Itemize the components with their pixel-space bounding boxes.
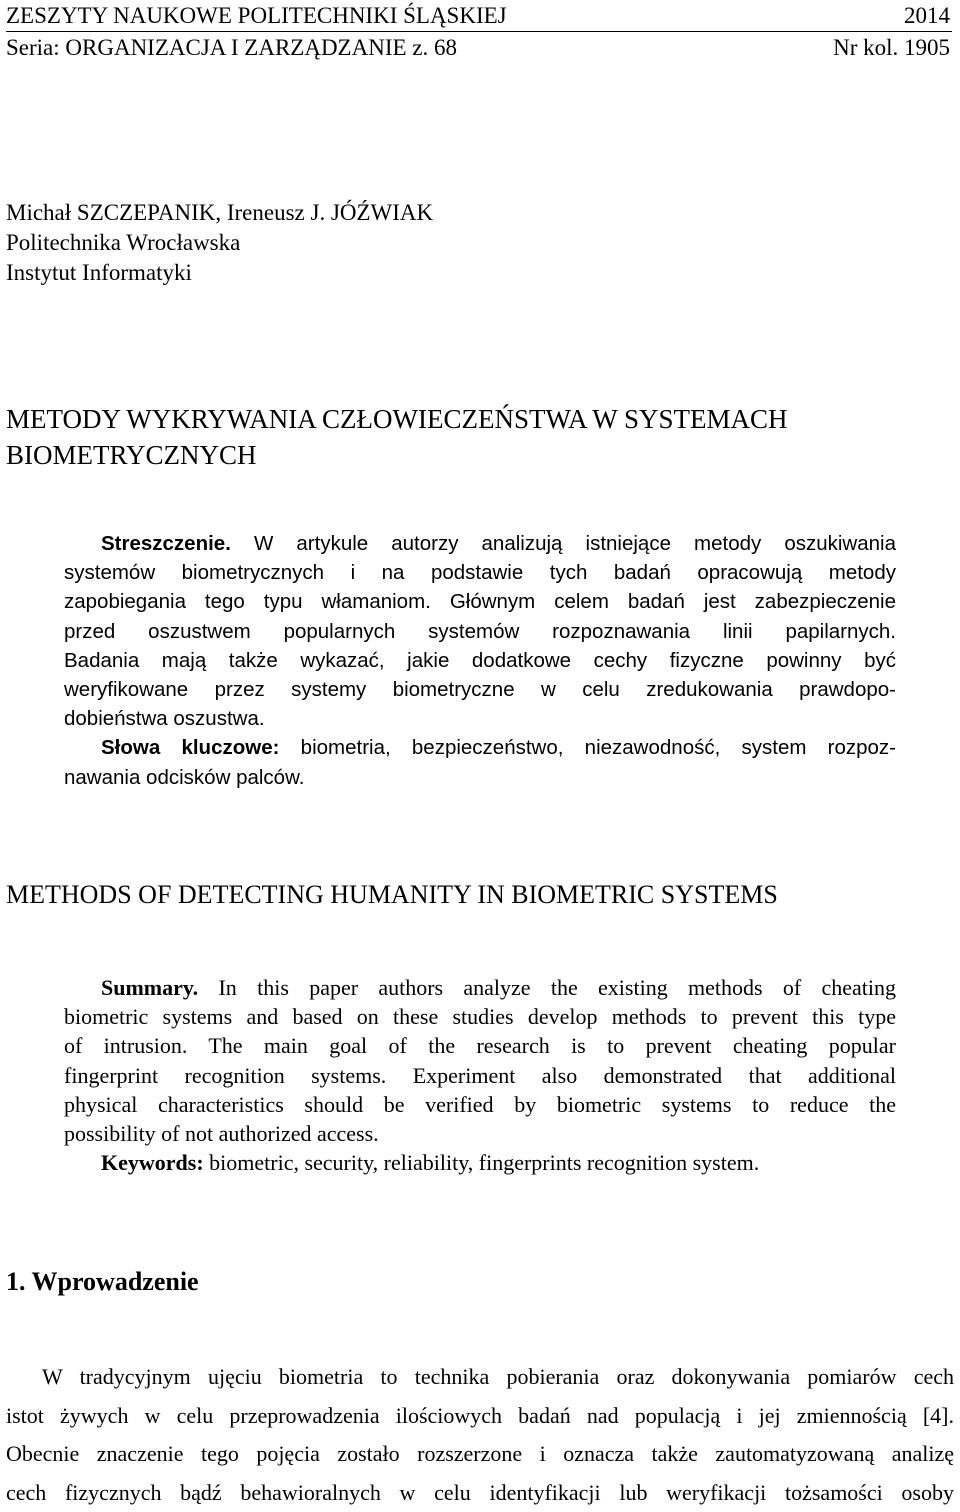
keywords-en-line: Keywords: biometric, security, reliability, fingerprints recognition system. xyxy=(64,1148,896,1177)
header-rule xyxy=(6,31,952,32)
abstract-pl-line: dobieństwa oszustwa. xyxy=(64,704,896,733)
abstract-en-line: physical characteristics should be verified by biometric systems to reduce the xyxy=(64,1090,896,1119)
abstract-pl xyxy=(64,529,896,792)
body-line: cech fizycznych bądź behawioralnych w celu identyfikacji lub weryfikacji tożsamości osoby xyxy=(6,1474,954,1512)
abstract-pl-line: Badania mają także wykazać, jakie dodatkowe cechy fizyczne powinny być xyxy=(64,646,896,675)
keywords-en-label: Keywords: xyxy=(101,1150,204,1175)
keywords-pl-line: nawania odcisków palców. xyxy=(64,763,896,792)
keywords-pl-label: Słowa kluczowe: xyxy=(101,736,279,759)
author-names: Michał SZCZEPANIK, Ireneusz J. JÓŹWIAK xyxy=(6,198,433,228)
section-heading: 1. Wprowadzenie xyxy=(6,1264,199,1300)
abstract-pl-line: przed oszustwem popularnych systemów rozpoznawania linii papilarnych. xyxy=(64,617,896,646)
abstract-pl-line: systemów biometrycznych i na podstawie tych badań opracowują metody xyxy=(64,558,896,587)
abstract-pl-line: weryfikowane przez systemy biometryczne w celu zredukowania prawdopo- xyxy=(64,675,896,704)
author-institute: Instytut Informatyki xyxy=(6,258,433,288)
body-line: Obecnie znaczenie tego pojęcia zostało rozszerzone i oznacza także zautomatyzowaną analizę xyxy=(6,1435,954,1474)
journal-series: Seria: ORGANIZACJA I ZARZĄDZANIE z. 68 xyxy=(6,35,457,61)
section-body xyxy=(6,1358,954,1512)
keywords-pl-line: Słowa kluczowe: biometria, bezpieczeństwo, niezawodność, system rozpoz- xyxy=(64,733,896,762)
author-block xyxy=(6,198,433,288)
abstract-pl-label: Streszczenie. xyxy=(101,532,231,555)
abstract-en-line: biometric systems and based on these studies develop methods to prevent this type xyxy=(64,1002,896,1031)
author-university: Politechnika Wrocławska xyxy=(6,228,433,258)
abstract-en-label: Summary. xyxy=(101,975,198,1000)
abstract-en xyxy=(64,973,896,1177)
journal-name: ZESZYTY NAUKOWE POLITECHNIKI ŚLĄSKIEJ xyxy=(6,3,507,29)
abstract-pl-line: Streszczenie. W artykule autorzy analizują istniejące metody oszukiwania xyxy=(64,529,896,558)
abstract-en-line: fingerprint recognition systems. Experiment also demonstrated that additional xyxy=(64,1061,896,1090)
title-pl-line-1: METODY WYKRYWANIA CZŁOWIECZEŃSTWA W SYSTEMACH xyxy=(6,400,788,438)
body-line: W tradycyjnym ujęciu biometria to technika pobierania oraz dokonywania pomiarów cech xyxy=(6,1358,954,1397)
body-line: istot żywych w celu przeprowadzenia ilościowych badań nad populacją i jej zmiennością [4]. xyxy=(6,1397,954,1436)
title-pl-line-2: BIOMETRYCZNYCH xyxy=(6,436,257,474)
abstract-en-line: possibility of not authorized access. xyxy=(64,1119,896,1148)
abstract-en-line: of intrusion. The main goal of the research is to prevent cheating popular xyxy=(64,1031,896,1060)
title-en: METHODS OF DETECTING HUMANITY IN BIOMETRIC SYSTEMS xyxy=(6,877,778,913)
journal-number: Nr kol. 1905 xyxy=(833,35,950,61)
journal-year: 2014 xyxy=(904,3,950,29)
abstract-pl-line: zapobiegania tego typu włamaniom. Głównym celem badań jest zabezpieczenie xyxy=(64,587,896,616)
abstract-en-line: Summary. In this paper authors analyze the existing methods of cheating xyxy=(64,973,896,1002)
